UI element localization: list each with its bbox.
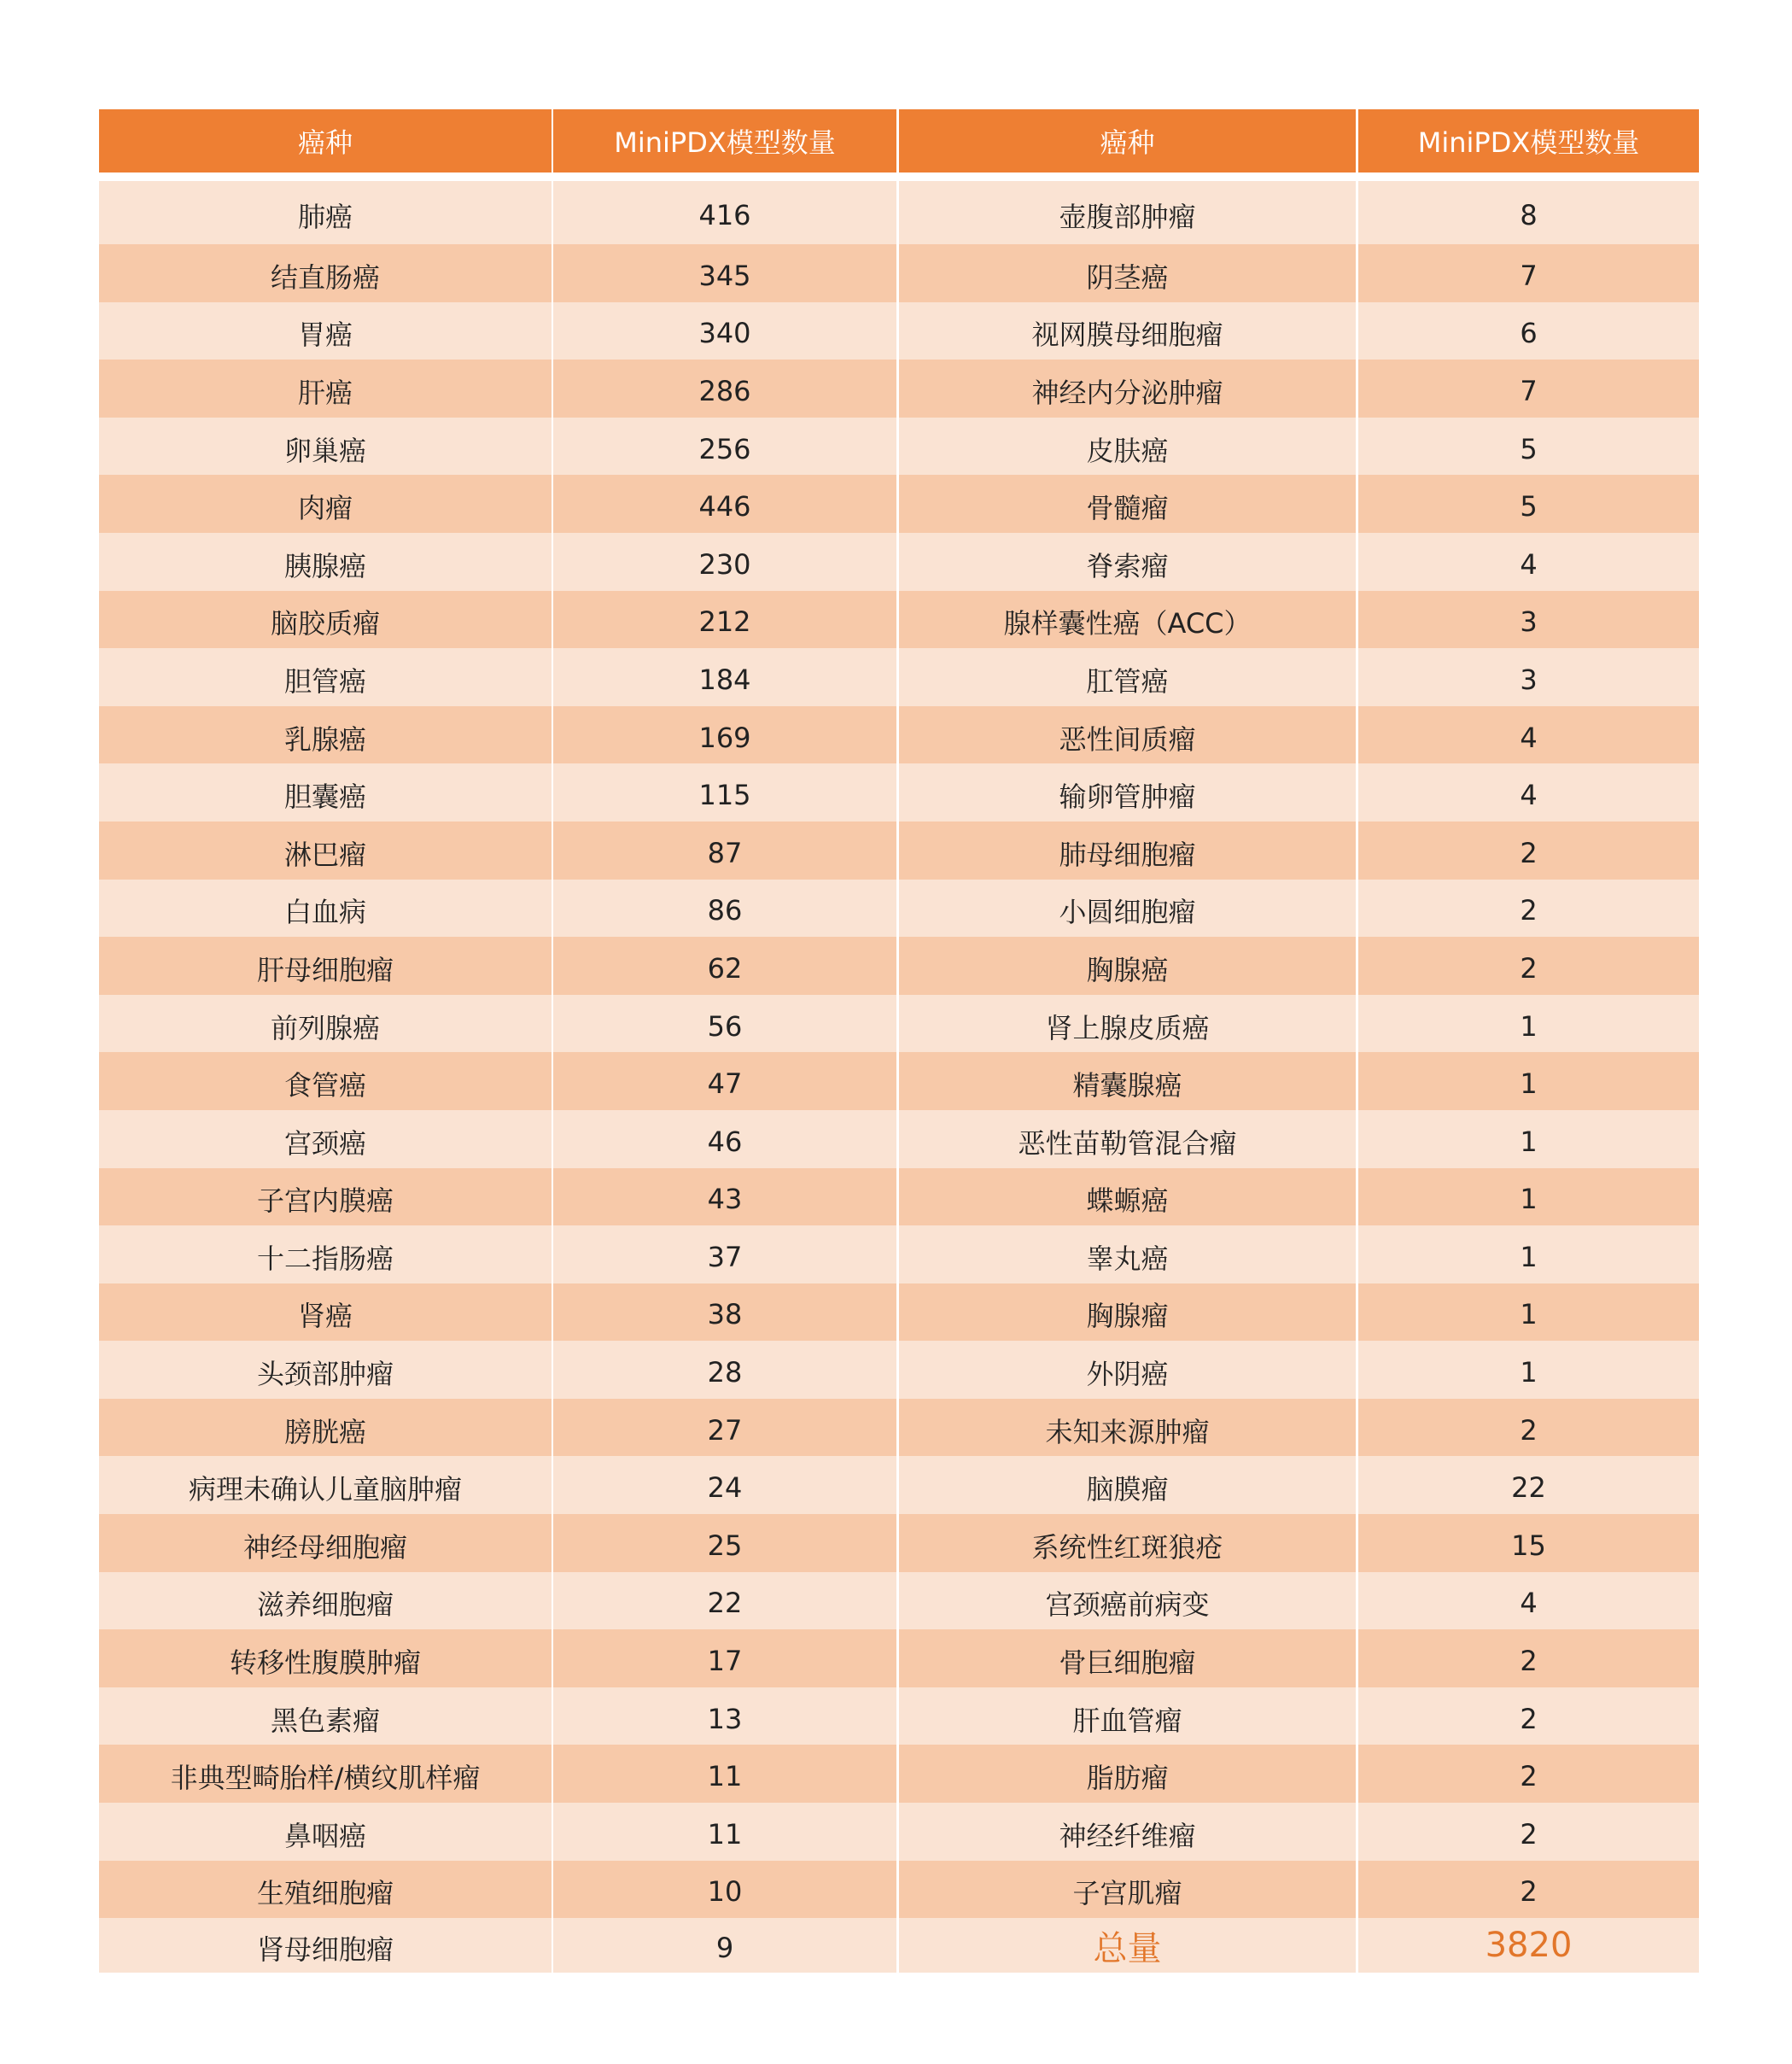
model-count-cell: 11 <box>553 1745 896 1803</box>
model-count-cell: 46 <box>553 1110 896 1168</box>
cancer-type-cell: 阴茎癌 <box>899 244 1356 302</box>
table-header-row <box>99 109 1699 172</box>
cancer-type-cell: 结直肠癌 <box>99 244 552 302</box>
model-count-cell: 7 <box>1358 360 1699 418</box>
model-count-cell: 2 <box>1358 1629 1699 1687</box>
cancer-type-cell: 神经纤维瘤 <box>899 1803 1356 1861</box>
table-row <box>99 763 1699 822</box>
cancer-type-cell: 胸腺癌 <box>899 937 1356 995</box>
header-cancer-type-right: 癌种 <box>899 109 1356 172</box>
model-count-cell: 2 <box>1358 822 1699 880</box>
cancer-type-cell: 子宫内膜癌 <box>99 1168 552 1226</box>
cancer-type-cell: 肝癌 <box>99 360 552 418</box>
table-row <box>99 1168 1699 1226</box>
cancer-type-cell: 胆囊癌 <box>99 763 552 822</box>
table-row <box>99 1456 1699 1514</box>
cancer-type-cell: 肺母细胞瘤 <box>899 822 1356 880</box>
cancer-type-cell: 脑膜瘤 <box>899 1456 1356 1514</box>
cancer-type-cell: 输卵管肿瘤 <box>899 763 1356 822</box>
table-row <box>99 418 1699 476</box>
model-count-cell: 10 <box>553 1861 896 1919</box>
model-count-cell: 22 <box>553 1572 896 1630</box>
model-count-cell: 4 <box>1358 533 1699 591</box>
cancer-type-cell: 胆管癌 <box>99 648 552 706</box>
table-row <box>99 1399 1699 1457</box>
model-count-cell: 4 <box>1358 706 1699 764</box>
model-count-cell: 2 <box>1358 880 1699 938</box>
table-row <box>99 1803 1699 1861</box>
model-count-cell: 43 <box>553 1168 896 1226</box>
cancer-type-cell: 胸腺瘤 <box>899 1283 1356 1342</box>
cancer-type-cell: 乳腺癌 <box>99 706 552 764</box>
table-row <box>99 1110 1699 1168</box>
model-count-cell: 1 <box>1358 1283 1699 1342</box>
model-count-cell: 9 <box>553 1918 896 1973</box>
model-count-cell: 5 <box>1358 475 1699 533</box>
model-count-cell: 1 <box>1358 1168 1699 1226</box>
model-count-cell: 256 <box>553 418 896 476</box>
cancer-type-cell: 白血病 <box>99 880 552 938</box>
model-count-cell: 1 <box>1358 1110 1699 1168</box>
model-count-cell: 416 <box>553 181 896 244</box>
cancer-type-cell: 非典型畸胎样/横纹肌样瘤 <box>99 1745 552 1803</box>
cancer-type-cell: 肾母细胞瘤 <box>99 1918 552 1973</box>
model-count-table <box>99 109 1699 1973</box>
model-count-cell: 3 <box>1358 591 1699 649</box>
model-count-cell: 345 <box>553 244 896 302</box>
cancer-type-cell: 十二指肠癌 <box>99 1225 552 1283</box>
model-count-cell: 38 <box>553 1283 896 1342</box>
cancer-type-cell: 转移性腹膜肿瘤 <box>99 1629 552 1687</box>
model-count-cell: 6 <box>1358 302 1699 360</box>
cancer-type-cell: 骨巨细胞瘤 <box>899 1629 1356 1687</box>
table-row <box>99 244 1699 302</box>
cancer-type-cell: 滋养细胞瘤 <box>99 1572 552 1630</box>
model-count-cell: 4 <box>1358 763 1699 822</box>
cancer-type-cell: 腺样囊性癌（ACC） <box>899 591 1356 649</box>
model-count-cell: 11 <box>553 1803 896 1861</box>
model-count-cell: 27 <box>553 1399 896 1457</box>
cancer-type-cell: 肾上腺皮质癌 <box>899 995 1356 1053</box>
model-count-cell: 2 <box>1358 1745 1699 1803</box>
table-row <box>99 1341 1699 1399</box>
table-row <box>99 1572 1699 1630</box>
cancer-type-cell: 视网膜母细胞瘤 <box>899 302 1356 360</box>
model-count-cell: 4 <box>1358 1572 1699 1630</box>
model-count-cell: 115 <box>553 763 896 822</box>
model-count-cell: 62 <box>553 937 896 995</box>
table-row <box>99 880 1699 938</box>
cancer-type-cell: 系统性红斑狼疮 <box>899 1514 1356 1572</box>
cancer-type-cell: 脊索瘤 <box>899 533 1356 591</box>
cancer-type-cell: 骨髓瘤 <box>899 475 1356 533</box>
cancer-type-cell: 外阴癌 <box>899 1341 1356 1399</box>
cancer-type-cell: 肾癌 <box>99 1283 552 1342</box>
table-row <box>99 706 1699 764</box>
cancer-type-cell: 脂肪瘤 <box>899 1745 1356 1803</box>
cancer-type-cell: 肉瘤 <box>99 475 552 533</box>
model-count-cell: 1 <box>1358 1052 1699 1110</box>
cancer-type-cell: 宫颈癌 <box>99 1110 552 1168</box>
model-count-cell: 2 <box>1358 1803 1699 1861</box>
model-count-cell: 340 <box>553 302 896 360</box>
model-count-cell: 56 <box>553 995 896 1053</box>
table-row <box>99 591 1699 649</box>
model-count-cell: 1 <box>1358 1341 1699 1399</box>
table-body <box>99 181 1699 1918</box>
model-count-cell: 446 <box>553 475 896 533</box>
model-count-cell: 5 <box>1358 418 1699 476</box>
table-row <box>99 1283 1699 1342</box>
model-count-cell: 37 <box>553 1225 896 1283</box>
model-count-cell: 286 <box>553 360 896 418</box>
cancer-type-cell: 睾丸癌 <box>899 1225 1356 1283</box>
header-model-count-left: MiniPDX模型数量 <box>553 109 896 172</box>
cancer-type-cell: 壶腹部肿瘤 <box>899 181 1356 244</box>
table-row <box>99 181 1699 244</box>
cancer-type-cell: 前列腺癌 <box>99 995 552 1053</box>
model-count-cell: 230 <box>553 533 896 591</box>
table-row <box>99 937 1699 995</box>
model-count-cell: 47 <box>553 1052 896 1110</box>
table-row <box>99 533 1699 591</box>
model-count-cell: 17 <box>553 1629 896 1687</box>
table-row <box>99 302 1699 360</box>
model-count-cell: 22 <box>1358 1456 1699 1514</box>
table-row-total <box>99 1918 1699 1973</box>
model-count-cell: 7 <box>1358 244 1699 302</box>
table-row <box>99 1514 1699 1572</box>
cancer-type-cell: 膀胱癌 <box>99 1399 552 1457</box>
model-count-cell: 2 <box>1358 1687 1699 1745</box>
cancer-type-cell: 脑胶质瘤 <box>99 591 552 649</box>
table-row <box>99 1745 1699 1803</box>
model-count-cell: 86 <box>553 880 896 938</box>
cancer-type-cell: 神经内分泌肿瘤 <box>899 360 1356 418</box>
model-count-cell: 3 <box>1358 648 1699 706</box>
cancer-type-cell: 病理未确认儿童脑肿瘤 <box>99 1456 552 1514</box>
cancer-type-cell: 卵巢癌 <box>99 418 552 476</box>
cancer-type-cell: 肛管癌 <box>899 648 1356 706</box>
table-row <box>99 475 1699 533</box>
model-count-cell: 212 <box>553 591 896 649</box>
header-cancer-type-left: 癌种 <box>99 109 552 172</box>
table-row <box>99 360 1699 418</box>
model-count-cell: 1 <box>1358 1225 1699 1283</box>
cancer-type-cell: 宫颈癌前病变 <box>899 1572 1356 1630</box>
cancer-type-cell: 恶性苗勒管混合瘤 <box>899 1110 1356 1168</box>
total-value: 3820 <box>1358 1918 1699 1973</box>
cancer-type-cell: 皮肤癌 <box>899 418 1356 476</box>
cancer-type-cell: 淋巴瘤 <box>99 822 552 880</box>
cancer-type-cell: 胃癌 <box>99 302 552 360</box>
model-count-cell: 28 <box>553 1341 896 1399</box>
model-count-cell: 8 <box>1358 181 1699 244</box>
model-count-cell: 15 <box>1358 1514 1699 1572</box>
table-row <box>99 1861 1699 1919</box>
cancer-type-cell: 恶性间质瘤 <box>899 706 1356 764</box>
cancer-type-cell: 未知来源肿瘤 <box>899 1399 1356 1457</box>
cancer-type-cell: 精囊腺癌 <box>899 1052 1356 1110</box>
header-spacer <box>99 172 1699 181</box>
cancer-type-cell: 黑色素瘤 <box>99 1687 552 1745</box>
cancer-type-cell: 肝母细胞瘤 <box>99 937 552 995</box>
table-row <box>99 1225 1699 1283</box>
model-count-cell: 2 <box>1358 937 1699 995</box>
cancer-type-cell: 食管癌 <box>99 1052 552 1110</box>
cancer-type-cell: 神经母细胞瘤 <box>99 1514 552 1572</box>
table-row <box>99 1687 1699 1745</box>
cancer-type-cell: 蝶螈癌 <box>899 1168 1356 1226</box>
model-count-cell: 25 <box>553 1514 896 1572</box>
model-count-cell: 169 <box>553 706 896 764</box>
table-row <box>99 648 1699 706</box>
cancer-type-cell: 小圆细胞瘤 <box>899 880 1356 938</box>
model-count-cell: 13 <box>553 1687 896 1745</box>
cancer-type-cell: 胰腺癌 <box>99 533 552 591</box>
model-count-cell: 2 <box>1358 1399 1699 1457</box>
cancer-type-cell: 鼻咽癌 <box>99 1803 552 1861</box>
model-count-cell: 184 <box>553 648 896 706</box>
table-row <box>99 1629 1699 1687</box>
model-count-cell: 1 <box>1358 995 1699 1053</box>
model-count-cell: 24 <box>553 1456 896 1514</box>
cancer-type-cell: 子宫肌瘤 <box>899 1861 1356 1919</box>
table-row <box>99 1052 1699 1110</box>
table-row <box>99 822 1699 880</box>
cancer-type-cell: 肺癌 <box>99 181 552 244</box>
total-label: 总量 <box>899 1918 1356 1973</box>
cancer-type-cell: 肝血管瘤 <box>899 1687 1356 1745</box>
model-count-cell: 2 <box>1358 1861 1699 1919</box>
model-count-cell: 87 <box>553 822 896 880</box>
header-model-count-right: MiniPDX模型数量 <box>1358 109 1699 172</box>
cancer-type-cell: 生殖细胞瘤 <box>99 1861 552 1919</box>
table-row <box>99 995 1699 1053</box>
cancer-type-cell: 头颈部肿瘤 <box>99 1341 552 1399</box>
